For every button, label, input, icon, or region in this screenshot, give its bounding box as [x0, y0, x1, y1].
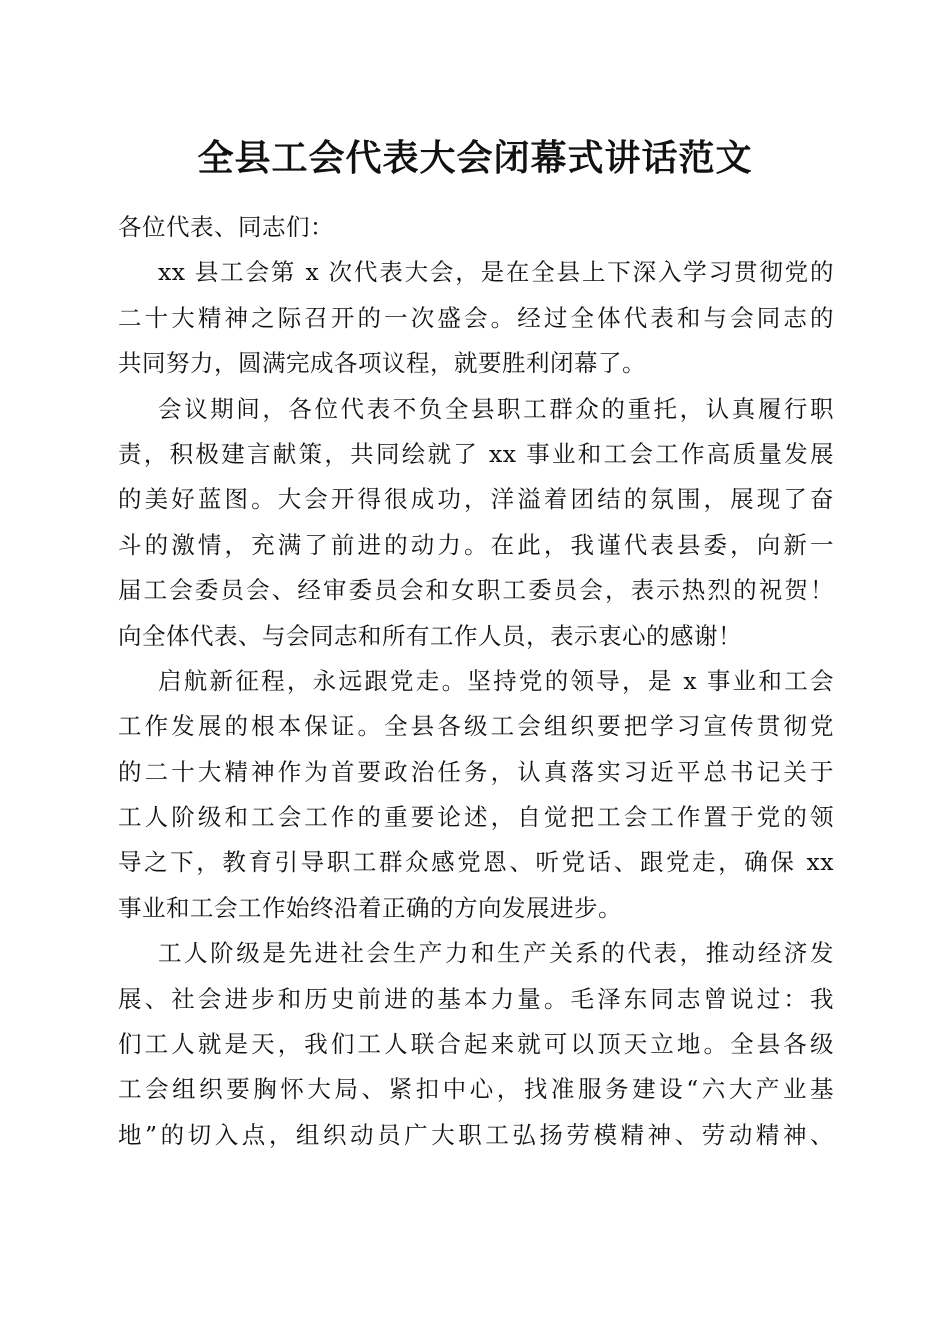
- text-line: 工人阶级和工会工作的重要论述，自觉把工会工作置于党的领: [118, 803, 834, 832]
- text-line: 届工会委员会、经审委员会和女职工委员会，表示热烈的祝贺！: [118, 576, 834, 605]
- text-line: 的美好蓝图。大会开得很成功，洋溢着团结的氛围，展现了奋: [118, 485, 834, 514]
- text-line: 事业和工会工作始终沿着正确的方向发展进步。: [118, 893, 622, 922]
- text-line: 地”的切入点，组织动员广大职工弘扬劳模精神、劳动精神、: [118, 1120, 834, 1149]
- text-line: 工人阶级是先进社会生产力和生产关系的代表，推动经济发: [158, 939, 834, 968]
- text-line: 各位代表、同志们：: [118, 213, 334, 241]
- text-line: 会议期间，各位代表不负全县职工群众的重托，认真履行职: [158, 394, 834, 423]
- document-title: 全县工会代表大会闭幕式讲话范文: [197, 137, 753, 179]
- text-line: 斗的激情，充满了前进的动力。在此，我谨代表县委，向新一: [118, 530, 834, 559]
- text-line: 的二十大精神作为首要政治任务，认真落实习近平总书记关于: [118, 757, 834, 786]
- text-line: 向全体代表、与会同志和所有工作人员，表示衷心的感谢！: [118, 621, 742, 650]
- document-body: [118, 205, 834, 1158]
- text-line: xx 县工会第 x 次代表大会，是在全县上下深入学习贯彻党的: [158, 258, 834, 287]
- text-line: 工会组织要胸怀大局、紧扣中心，找准服务建设“六大产业基: [118, 1075, 834, 1104]
- text-line: 工作发展的根本保证。全县各级工会组织要把学习宣传贯彻党: [118, 712, 834, 741]
- text-line: 导之下，教育引导职工群众感党恩、听党话、跟党走，确保 xx: [118, 848, 834, 877]
- text-line: 共同努力，圆满完成各项议程，就要胜利闭幕了。: [118, 349, 646, 378]
- text-line: 启航新征程，永远跟党走。坚持党的领导，是 x 事业和工会: [158, 666, 834, 695]
- text-line: 们工人就是天，我们工人联合起来就可以顶天立地。全县各级: [118, 1030, 834, 1059]
- text-line: 二十大精神之际召开的一次盛会。经过全体代表和与会同志的: [118, 303, 834, 332]
- text-line: 责，积极建言献策，共同绘就了 xx 事业和工会工作高质量发展: [118, 439, 834, 468]
- text-line: 展、社会进步和历史前进的基本力量。毛泽东同志曾说过：我: [118, 984, 834, 1013]
